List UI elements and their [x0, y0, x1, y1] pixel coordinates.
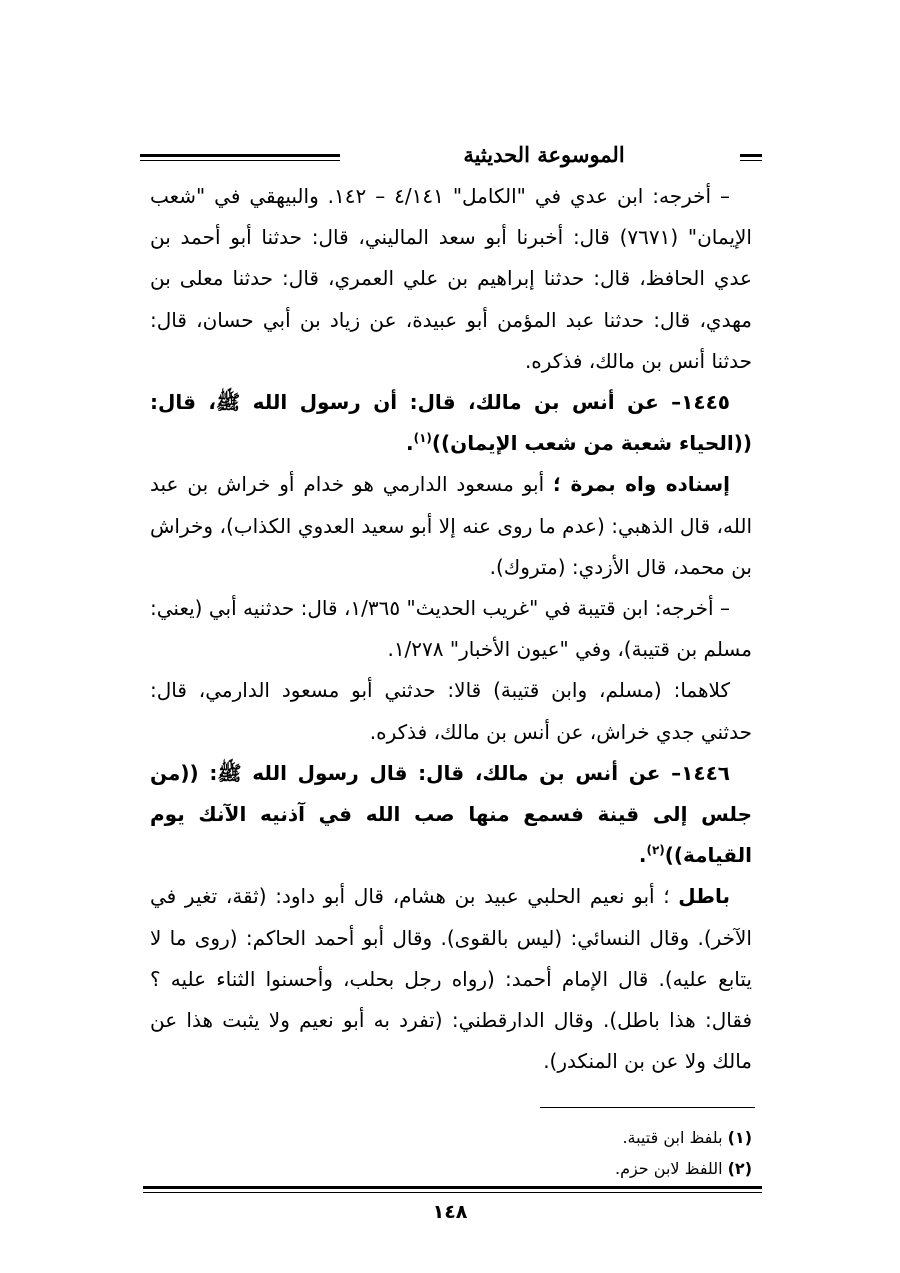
- footnote-ref-2: (٢): [646, 843, 665, 858]
- hadith-1445: [150, 382, 752, 464]
- main-text: [150, 176, 752, 1082]
- footnotes: [150, 1122, 752, 1184]
- footnote-1-number: (١): [727, 1128, 752, 1147]
- footnote-ref-1: (١): [413, 431, 432, 446]
- footnote-separator: [540, 1107, 755, 1108]
- footnote-2: [150, 1153, 752, 1184]
- grading-1446: [150, 876, 752, 1082]
- running-header: [140, 140, 762, 172]
- footnote-1-text: بلفظ ابن قتيبة.: [622, 1128, 728, 1147]
- takhrij-1445-b: كلاهما: (مسلم، وابن قتيبة) قالا: حدثني أبو مسعود الدارمي، قال: حدثني جدي خراش، عن أنس بن مالك، فذكره.: [150, 678, 752, 744]
- hadith-1446-end: .: [638, 843, 647, 868]
- grading-1445-verdict: إسناده واه بمرة ؛: [553, 472, 730, 497]
- header-title: الموسوعة الحديثية: [463, 142, 625, 167]
- grading-1445: [150, 464, 752, 588]
- bottom-rule: [143, 1186, 762, 1193]
- page-number: ١٤٨: [432, 1201, 468, 1223]
- footnote-2-number: (٢): [727, 1159, 752, 1178]
- hadith-1445-text: ١٤٤٥– عن أنس بن مالك، قال: أن رسول الله ﷺ، قال: ((الحياء شعبة من شعب الإيمان)): [150, 390, 752, 456]
- header-rule-left: [140, 154, 340, 161]
- header-rule-right: [740, 154, 762, 161]
- grading-1446-text: ؛ أبو نعيم الحلبي عبيد بن هشام، قال أبو داود: (ثقة، تغير في الآخر). وقال النسائي: (ليس بالقوى). وقال أبو أحمد الحاكم: (روى ما لا يتابع عليه). قال الإمام أحمد: (رواه رجل بحلب، وأحسنوا الثناء عليه ؟ فقال: هذا باطل). وقال الدارقطني: (تفرد به أبو نعيم ولا يثبت هذا عن مالك ولا عن بن المنكدر).: [150, 884, 752, 1074]
- footnote-1: [150, 1122, 752, 1153]
- hadith-1446: [150, 753, 752, 877]
- grading-1446-verdict: باطل: [678, 884, 730, 909]
- grading-1445-text: أبو مسعود الدارمي هو خدام أو خراش بن عبد الله، قال الذهبي: (عدم ما روى عنه إلا أبو سعيد العدوي الكذاب)، وخراش بن محمد، قال الأزدي: (متروك).: [150, 472, 752, 579]
- takhrij-paragraph-1444: – أخرجه: ابن عدي في "الكامل" ٤/١٤١ – ١٤٢. والبيهقي في "شعب الإيمان" (٧٦٧١) قال: أخبرنا أبو سعد الماليني، قال: حدثنا أبو أحمد بن عدي الحافظ، قال: حدثنا إبراهيم بن علي العمري، قال: حدثنا معلى بن مهدي، قال: حدثنا عبد المؤمن أبو عبيدة، عن زياد بن أبي حسان، قال: حدثنا أنس بن مالك، فذكره.: [150, 184, 752, 373]
- takhrij-1445-a: – أخرجه: ابن قتيبة في "غريب الحديث" ١/٣٦٥، قال: حدثنيه أبي (يعني: مسلم بن قتيبة)، وفي "عيون الأخبار" ١/٢٧٨.: [150, 596, 752, 662]
- hadith-1446-text: ١٤٤٦– عن أنس بن مالك، قال: قال رسول الله ﷺ: ((من جلس إلى قينة فسمع منها صب الله في آذنيه الآنك يوم القيامة)): [150, 760, 752, 868]
- hadith-1445-end: .: [405, 431, 414, 456]
- footnote-2-text: اللفظ لابن حزم.: [614, 1159, 728, 1178]
